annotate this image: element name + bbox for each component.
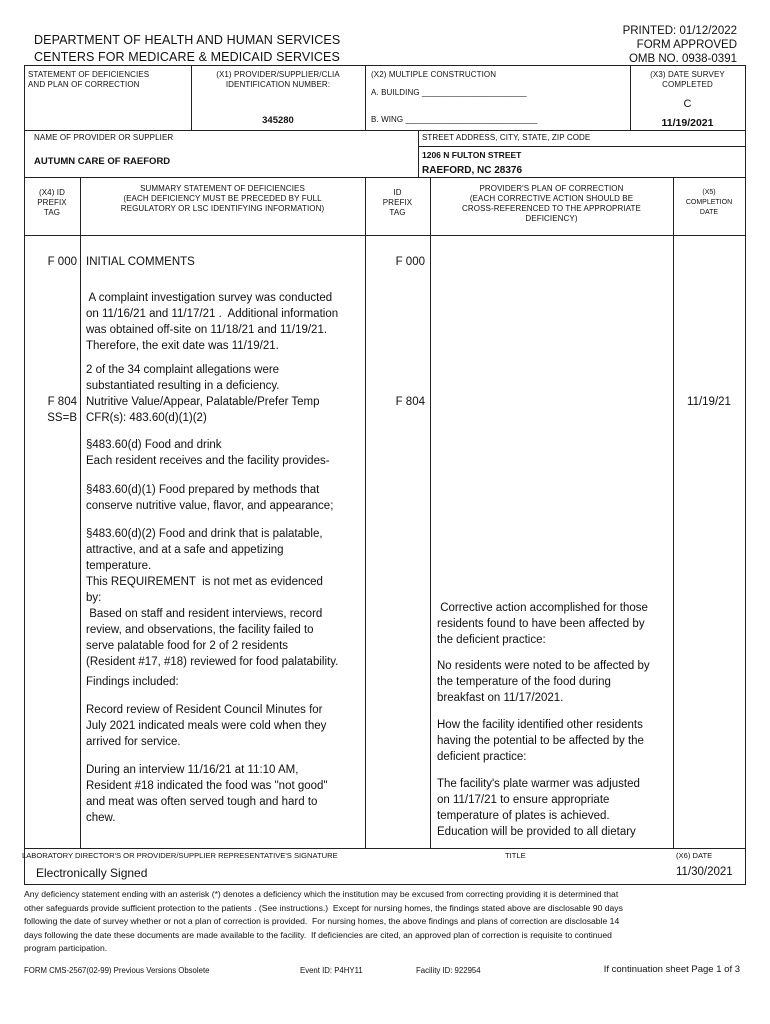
text-line: the temperature of the food during	[437, 676, 611, 688]
summary-paragraph-4	[86, 482, 362, 514]
text-line: temperature of plates is achieved.	[437, 810, 610, 822]
text-line: chew.	[86, 812, 116, 824]
text-line: Findings included:	[86, 676, 179, 688]
x2-building: A. BUILDING _______________________	[371, 88, 527, 97]
top-rule	[24, 65, 745, 66]
x3-label: (X3) DATE SURVEY COMPLETED	[650, 70, 725, 89]
x3-letter: C	[683, 98, 692, 110]
signature-value: Electronically Signed	[36, 866, 148, 880]
text-line: Therefore, the exit date was 11/19/21.	[86, 340, 279, 352]
text-line: residents found to have been affected by	[437, 618, 645, 630]
text-line: Each resident receives and the facility provides-	[86, 455, 330, 467]
text-line: Corrective action accomplished for those	[437, 602, 648, 614]
text-line: the deficient practice:	[437, 634, 546, 646]
printed-date: PRINTED: 01/12/2022	[622, 25, 737, 37]
address-label: STREET ADDRESS, CITY, STATE, ZIP CODE	[422, 133, 591, 142]
text-line: deficient practice:	[437, 751, 527, 763]
text-line: How the facility identified other residents	[437, 719, 643, 731]
right-border	[745, 65, 746, 885]
form-approved: FORM APPROVED	[636, 39, 737, 51]
col-divider-3	[430, 177, 431, 848]
text-line: days following the date these documents are made available to the facility. If deficiencies are cited, an approved plan of correction is requisite to continued	[24, 929, 612, 940]
text-line: was obtained off-site on 11/18/21 and 11/19/21.	[86, 324, 328, 336]
summary-paragraph-1	[86, 290, 362, 354]
text-line: §483.60(d)(1) Food prepared by methods that	[86, 484, 320, 496]
x1-label: (X1) PROVIDER/SUPPLIER/CLIA IDENTIFICATION NUMBER:	[216, 70, 340, 89]
address-rule	[418, 146, 745, 147]
tag-f804: F 804 SS=B	[47, 396, 77, 424]
summary-paragraph-3	[86, 437, 362, 469]
form-number: FORM CMS-2567(02-99) Previous Versions Obsolete	[24, 966, 210, 975]
summary-paragraph-6	[86, 674, 362, 690]
text-line: Record review of Resident Council Minutes for	[86, 704, 323, 716]
disclaimer	[24, 888, 746, 956]
f804-title: Nutritive Value/Appear, Palatable/Prefer Temp CFR(s): 483.60(d)(1)(2)	[86, 396, 320, 424]
provider-name: AUTUMN CARE OF RAEFORD	[34, 156, 171, 167]
text-line: (Resident #17, #18) reviewed for food palatability.	[86, 656, 339, 668]
plan-paragraph-4	[437, 776, 669, 840]
plan-header: PROVIDER'S PLAN OF CORRECTION (EACH CORRECTIVE ACTION SHOULD BE CROSS-REFERENCED TO THE APPROPRIATE DEFICIENCY)	[462, 184, 641, 223]
text-line: temperature.	[86, 560, 152, 572]
text-line: review, and observations, the facility failed to	[86, 624, 314, 636]
text-line: breakfast on 11/17/2021.	[437, 692, 564, 704]
facility-id: Facility ID: 922954	[416, 966, 481, 975]
box-rule-2	[24, 177, 745, 178]
text-line: July 2021 indicated meals were cold when they	[86, 720, 327, 732]
box-rule-1	[24, 130, 745, 131]
summary-paragraph-7	[86, 702, 362, 750]
text-line: §483.60(d)(2) Food and drink that is palatable,	[86, 528, 323, 540]
summary-header: SUMMARY STATEMENT OF DEFICIENCIES (EACH DEFICIENCY MUST BE PRECEDED BY FULL REGULATORY OR LSC IDENTIFYING INFORMATION)	[120, 184, 325, 213]
x2-label: (X2) MULTIPLE CONSTRUCTION	[371, 70, 497, 79]
text-line: on 11/17/21 to ensure appropriate	[437, 794, 610, 806]
text-line: other safeguards provide sufficient protection to the patients . (See instructions.) Except for nursing homes, the findings stated above are disclosable 90 days	[24, 902, 623, 913]
initial-comments-heading: INITIAL COMMENTS	[86, 256, 195, 268]
signature-label: LABORATORY DIRECTOR'S OR PROVIDER/SUPPLIER REPRESENTATIVE'S SIGNATURE	[22, 851, 338, 860]
box-rule-5	[24, 884, 745, 885]
provider-name-label: NAME OF PROVIDER OR SUPPLIER	[34, 133, 174, 142]
col-divider-4	[673, 177, 674, 848]
summary-paragraph-2	[86, 362, 362, 394]
x2-wing: B. WING _____________________________	[371, 115, 538, 124]
tag-f804-right: F 804	[395, 396, 425, 408]
tag-f000-right: F 000	[395, 256, 425, 268]
agency-line-1: DEPARTMENT OF HEALTH AND HUMAN SERVICES	[34, 33, 341, 47]
text-line: Resident #18 indicated the food was "not good"	[86, 780, 328, 792]
event-id: Event ID: P4HY11	[300, 966, 363, 975]
text-line: No residents were noted to be affected by	[437, 660, 650, 672]
text-line: This REQUIREMENT is not met as evidenced	[86, 576, 323, 588]
completion-date: 11/19/21	[687, 396, 731, 408]
survey-completed-date: 11/19/2021	[661, 117, 714, 129]
text-line: The facility's plate warmer was adjusted	[437, 778, 640, 790]
x2-divider	[365, 65, 366, 130]
text-line: During an interview 11/16/21 at 11:10 AM,	[86, 764, 299, 776]
agency-line-2: CENTERS FOR MEDICARE & MEDICAID SERVICES	[34, 50, 340, 64]
text-line: A complaint investigation survey was conducted	[86, 292, 333, 304]
text-line: 2 of the 34 complaint allegations were	[86, 364, 280, 376]
omb-number: OMB NO. 0938-0391	[628, 53, 737, 65]
x4-header: (X4) ID PREFIX TAG	[37, 188, 67, 217]
plan-paragraph-1	[437, 600, 669, 648]
x5-header: (X5) COMPLETION DATE	[685, 189, 733, 216]
col-divider-1	[80, 177, 81, 848]
text-line: and meat was often served tough and hard to	[86, 796, 318, 808]
title-label: TITLE	[505, 851, 526, 860]
signature-date-label: (X6) DATE	[676, 851, 713, 860]
text-line: Education will be provided to all dietary	[437, 826, 636, 838]
text-line: Any deficiency statement ending with an asterisk (*) denotes a deficiency which the institution may be excused from correcting providing it is determined that	[24, 889, 619, 899]
provider-id-number: 345280	[262, 115, 294, 126]
page-indicator: If continuation sheet Page 1 of 3	[603, 964, 740, 975]
text-line: §483.60(d) Food and drink	[86, 439, 222, 451]
tag-f000: F 000	[47, 256, 77, 268]
text-line: serve palatable food for 2 of 2 residents	[86, 640, 289, 652]
plan-paragraph-2	[437, 658, 669, 706]
text-line: having the potential to be affected by the	[437, 735, 644, 747]
text-line: on 11/16/21 and 11/17/21 . Additional information	[86, 308, 339, 320]
summary-paragraph-5	[86, 526, 362, 670]
box-rule-4	[24, 848, 745, 849]
signature-date: 11/30/2021	[676, 866, 733, 878]
text-line: conserve nutritive value, flavor, and appearance;	[86, 500, 334, 512]
address-divider	[418, 130, 419, 177]
statement-label: STATEMENT OF DEFICIENCIES AND PLAN OF CORRECTION	[28, 70, 150, 89]
id-header: ID PREFIX TAG	[382, 188, 413, 217]
text-line: Based on staff and resident interviews, record	[86, 608, 323, 620]
text-line: attractive, and at a safe and appetizing	[86, 544, 284, 556]
address-line-1: 1206 N FULTON STREET	[422, 150, 522, 160]
summary-paragraph-8	[86, 762, 362, 826]
col-divider-2	[365, 177, 366, 848]
text-line: following the date of survey whether or not a plan of correction is provided. For nursing homes, the above findings and plans of correction are disclosable 14	[24, 916, 620, 926]
text-line: program participation.	[24, 943, 108, 953]
text-line: arrived for service.	[86, 736, 181, 748]
address-line-2: RAEFORD, NC 28376	[422, 165, 523, 176]
text-line: substantiated resulting in a deficiency.	[86, 380, 280, 392]
box-rule-3	[24, 235, 745, 236]
text-line: by:	[86, 592, 102, 604]
printed-block	[623, 24, 737, 66]
plan-paragraph-3	[437, 717, 669, 765]
agency-header	[34, 32, 340, 66]
